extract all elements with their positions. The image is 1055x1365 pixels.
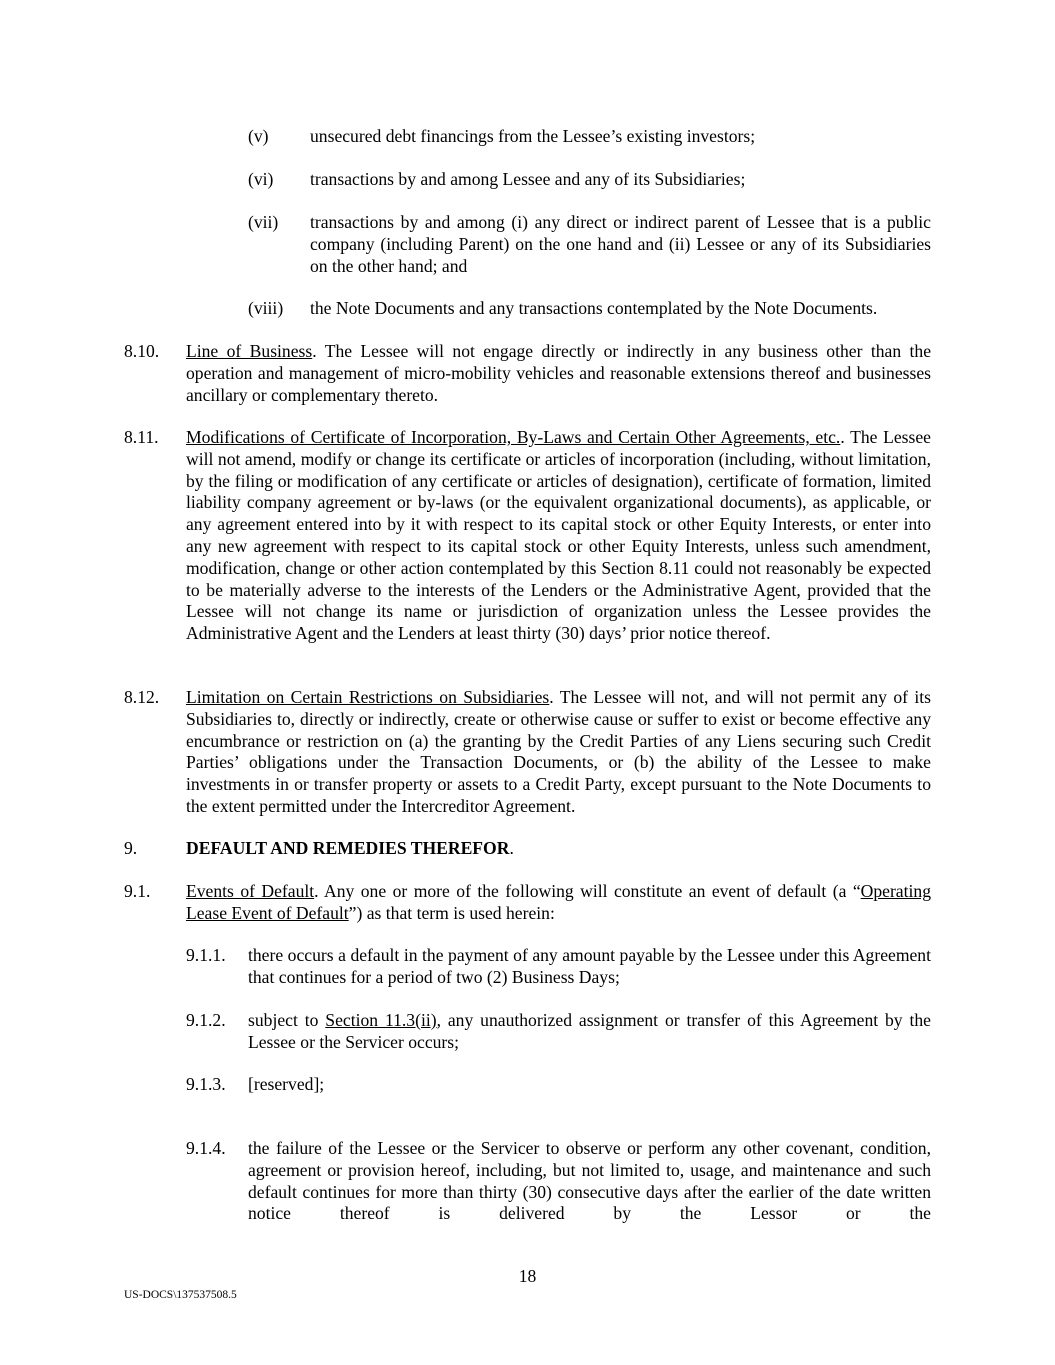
section-number: 9.1. [124, 881, 151, 901]
section-heading: Limitation on Certain Restrictions on Subsidiaries [186, 687, 550, 707]
clause-9-1-1: there occurs a default in the payment of any amount payable by the Lessee under this Agreement that continues for a period of two (2) Business Days; [248, 945, 931, 987]
section-9-1 [186, 881, 931, 925]
subitem-label: (viii) [248, 298, 284, 318]
article-9-heading [186, 838, 931, 860]
document-id: US-DOCS\137537508.5 [124, 1289, 237, 1301]
section-heading: Line of Business [186, 341, 313, 361]
defined-term: Operating Lease Event of Default [186, 881, 931, 923]
clause-number: 9.1.3. [186, 1074, 226, 1094]
clause-9-1-3: [reserved]; [248, 1074, 325, 1094]
clause-number: 9.1.2. [186, 1010, 226, 1030]
article-title-trail: . [509, 838, 514, 858]
subitem-label: (v) [248, 126, 269, 146]
clause-number: 9.1.4. [186, 1138, 226, 1158]
section-number: 9. [124, 838, 138, 858]
section-body: . The Lessee will not engage directly or indirectly in any business other than the operation and management of micro-mobility vehicles and reasonable extensions thereof and businesses ancillary or complementary thereto. [186, 341, 931, 405]
section-body: . The Lessee will not, and will not permit any of its Subsidiaries to, directly or indirectly, create or otherwise cause or suffer to exist or become effective any encumbrance or restriction on (a) the granting by the Credit Parties of any Liens securing such Credit Parties’ obligations under the Transaction Documents, or (b) the ability of the Lessee to make investments in or transfer property or assets to a Credit Party, except pursuant to the Note Documents to the extent permitted under the Intercreditor Agreement. [186, 687, 932, 816]
section-number: 8.11. [124, 427, 159, 447]
subitem-label: (vi) [248, 169, 274, 189]
subitem-text: transactions by and among (i) any direct or indirect parent of Lessee that is a public company (including Parent) on the one hand and (ii) Lessee or any of its Subsidiaries on the other hand; and [310, 212, 931, 276]
page-number: 18 [518, 1266, 537, 1286]
section-8-12 [186, 687, 931, 818]
section-body-end: ”) as that term is used herein: [348, 902, 555, 923]
section-8-10 [186, 341, 931, 406]
clause-9-1-4: the failure of the Lessee or the Servicer to observe or perform any other covenant, condition, agreement or provision hereof, including, but not limited to, usage, and maintenance and such default continues for more than thirty (30) consecutive days after the earlier of the date written notice thereof is delivered by the Lessor or the [248, 1138, 931, 1224]
section-body: . The Lessee will not amend, modify or change its certificate or articles of incorporation (including, without limitation, by the filing or modification of any certificate or articles of designation), certificate of formation, limited liability company agreement or by-laws (or the equivalent organizational documents), as applicable, or any agreement entered into by it with respect to its capital stock or other Equity Interests, or enter into any new agreement with respect to its capital stock or other Equity Interests, unless such amendment, modification, change or other action contemplated by this Section 8.11 could not reasonably be expected to be materially adverse to the interests of the Lenders or the Administrative Agent, provided that the Lessee will not change its name or jurisdiction of organization unless the Lessee provides the Administrative Agent and the Lenders at least thirty (30) days’ prior notice thereof. [186, 427, 931, 644]
clause-number: 9.1.1. [186, 945, 226, 965]
section-number: 8.10. [124, 341, 160, 361]
section-8-11 [186, 427, 931, 645]
section-reference: Section 11.3(ii) [325, 1010, 437, 1030]
section-heading: Modifications of Certificate of Incorporation, By-Laws and Certain Other Agreements, etc. [186, 427, 841, 447]
article-title: DEFAULT AND REMEDIES THEREFOR [186, 838, 510, 858]
section-number: 8.12. [124, 687, 160, 707]
subitem-text: unsecured debt financings from the Lessee’s existing investors; [310, 126, 756, 146]
section-body: . Any one or more of the following will constitute an event of default (a “ [314, 881, 861, 901]
clause-text-end: , any unauthorized assignment or transfer of this Agreement by the Lessee or the Servicer occurs; [248, 1010, 931, 1052]
subitem-text: transactions by and among Lessee and any of its Subsidiaries; [310, 169, 746, 189]
subitem-text: the Note Documents and any transactions contemplated by the Note Documents. [310, 298, 878, 318]
clause-text: subject to [248, 1010, 326, 1030]
clause-9-1-2 [248, 1010, 931, 1054]
section-heading: Events of Default [186, 881, 315, 901]
subitem-label: (vii) [248, 212, 279, 232]
